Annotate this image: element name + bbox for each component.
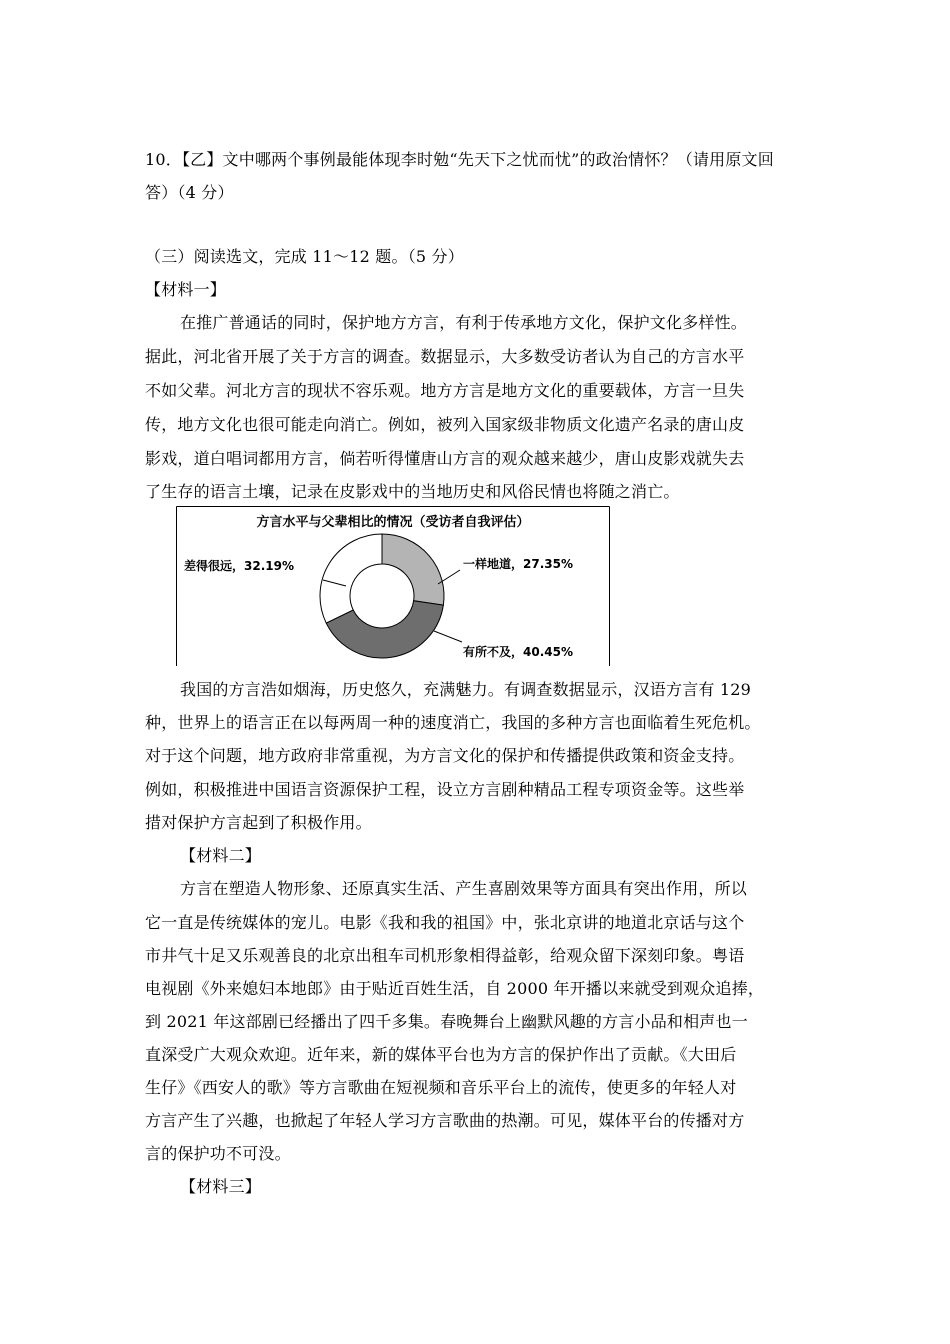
- m1-p2-line: 种，世界上的语言正在以每两周一种的速度消亡，我国的多种方言也面临着生死危机。: [145, 713, 761, 732]
- material-2-label: 【材料二】: [180, 846, 262, 865]
- m1-p2-line: 对于这个问题，地方政府非常重视，为方言文化的保护和传播提供政策和资金支持。: [145, 746, 745, 765]
- slice-same: [382, 534, 444, 605]
- material-1-label: 【材料一】: [145, 280, 227, 299]
- m2-p1-line: 方言产生了兴趣，也掀起了年轻人学习方言歌曲的热潮。可见，媒体平台的传播对方: [145, 1111, 745, 1130]
- section-3-heading: （三）阅读选文，完成 11～12 题。（5 分）: [145, 247, 464, 266]
- question-10-line-1: 10．【乙】文中哪两个事例最能体现李时勉“先天下之忧而忧”的政治情怀？（请用原文回: [145, 150, 774, 169]
- dialect-donut-chart: [176, 506, 610, 666]
- m2-p1-line: 它一直是传统媒体的宠儿。电影《我和我的祖国》中，张北京讲的地道北京话与这个: [145, 913, 745, 932]
- m2-p1-line: 电视剧《外来媳妇本地郎》由于贴近百姓生活，自 2000 年开播以来就受到观众追捧，: [145, 979, 765, 998]
- m1-p1-line: 传，地方文化也很可能走向消亡。例如，被列入国家级非物质文化遗产名录的唐山皮: [145, 415, 745, 434]
- label-same: 一样地道，27.35%: [463, 557, 573, 571]
- question-10-line-2: 答）（4 分）: [145, 183, 234, 202]
- m1-p2-line: 措对保护方言起到了积极作用。: [145, 813, 372, 832]
- m1-p1-line: 影戏，道白唱词都用方言，倘若听得懂唐山方言的观众越来越少，唐山皮影戏就失去: [145, 449, 745, 468]
- m1-p2-line: 我国的方言浩如烟海，历史悠久，充满魅力。有调查数据显示，汉语方言有 129: [180, 680, 752, 699]
- m2-p1-line: 市井气十足又乐观善良的北京出租车司机形象相得益彰，给观众留下深刻印象。粤语: [145, 946, 745, 965]
- m1-p1-line: 了生存的语言土壤，记录在皮影戏中的当地历史和风俗民情也将随之消亡。: [145, 482, 680, 501]
- m2-p1-line: 方言在塑造人物形象、还原真实生活、产生喜剧效果等方面具有突出作用，所以: [180, 879, 748, 898]
- m2-p1-line: 到 2021 年这部剧已经播出了四千多集。春晚舞台上幽默风趣的方言小品和相声也一: [145, 1012, 748, 1031]
- m1-p2-line: 例如，积极推进中国语言资源保护工程，设立方言剧种精品工程专项资金等。这些举: [145, 780, 745, 799]
- chart-title: 方言水平与父辈相比的情况（受访者自我评估）: [256, 515, 530, 530]
- leader-line-less: [434, 631, 462, 642]
- label-less: 有所不及，40.45%: [463, 645, 573, 659]
- m2-p1-line: 生仔》《西安人的歌》等方言歌曲在短视频和音乐平台上的流传，使更多的年轻人对: [145, 1078, 737, 1097]
- m1-p1-line: 在推广普通话的同时，保护地方方言，有利于传承地方文化，保护文化多样性。: [180, 313, 748, 332]
- m2-p1-line: 直深受广大观众欢迎。近年来，新的媒体平台也为方言的保护作出了贡献。《大田后: [145, 1045, 737, 1064]
- label-far: 差得很远，32.19%: [184, 559, 294, 573]
- material-3-label: 【材料三】: [180, 1177, 262, 1196]
- m2-p1-line: 言的保护功不可没。: [145, 1144, 291, 1163]
- m1-p1-line: 据此，河北省开展了关于方言的调查。数据显示，大多数受访者认为自己的方言水平: [145, 347, 745, 366]
- dialect-chart: [176, 506, 610, 666]
- slice-far: [320, 534, 382, 623]
- m1-p1-line: 不如父辈。河北方言的现状不容乐观。地方方言是地方文化的重要载体，方言一旦失: [145, 381, 745, 400]
